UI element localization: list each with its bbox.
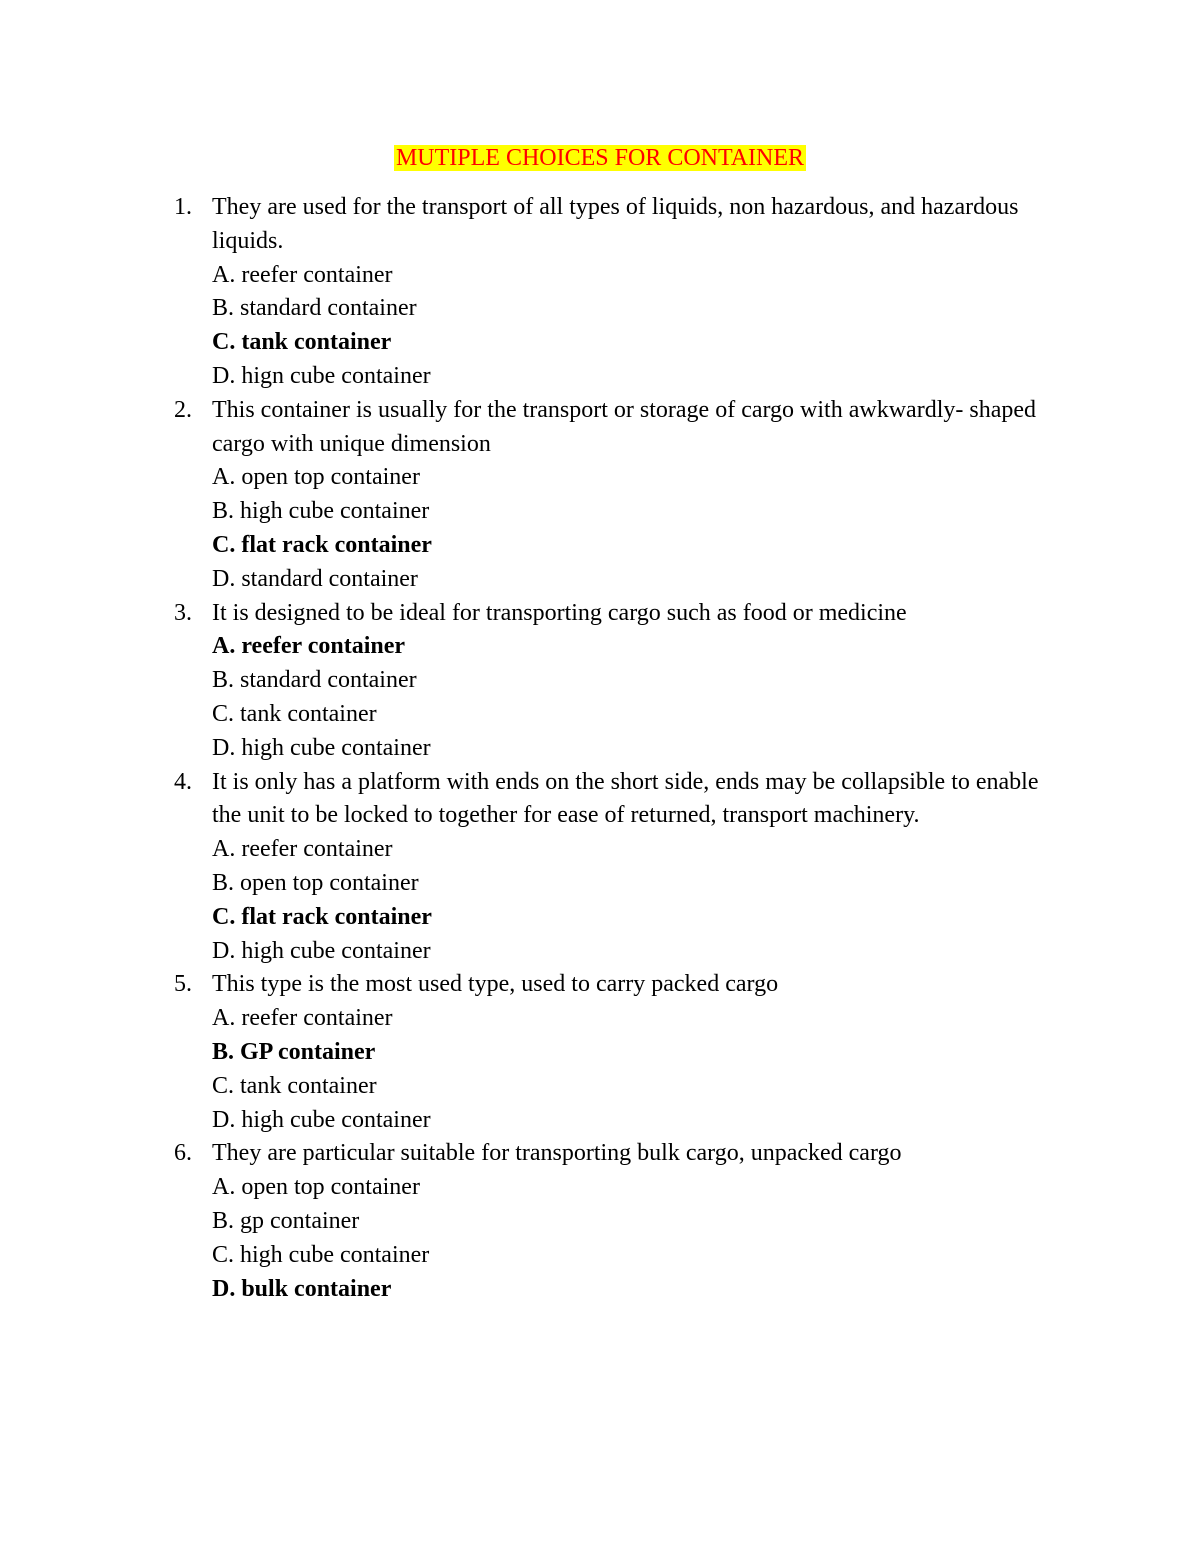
answer-option: B. standard container (212, 295, 417, 322)
answer-option: A. reefer container (212, 261, 393, 288)
answer-option: D. hign cube container (212, 362, 431, 389)
answer-option: D. high cube container (212, 1106, 431, 1133)
answer-option-correct: C. flat rack container (212, 903, 432, 930)
answer-option-correct: B. GP container (212, 1038, 376, 1065)
answer-option: A. reefer container (212, 836, 393, 863)
question-list (0, 191, 1200, 1306)
title-highlight: MUTIPLE CHOICES FOR CONTAINER (395, 145, 805, 171)
question-text: This container is usually for the transport or storage of cargo with awkwardly- shaped cargo with unique dimension (212, 396, 1036, 457)
answer-option-correct: D. bulk container (212, 1275, 392, 1302)
answer-option: C. high cube container (212, 1241, 430, 1268)
question-1 (0, 191, 1200, 394)
question-text: It is designed to be ideal for transporting cargo such as food or medicine (212, 599, 907, 626)
answer-option-correct: C. flat rack container (212, 531, 432, 558)
question-number: 4. (174, 768, 192, 795)
question-text: They are particular suitable for transporting bulk cargo, unpacked cargo (212, 1140, 902, 1167)
question-number: 2. (174, 396, 192, 423)
answer-option: D. high cube container (212, 734, 431, 761)
answer-option: D. standard container (212, 565, 418, 592)
question-text: It is only has a platform with ends on the short side, ends may be collapsible to enable the unit to be locked to together for ease of returned, transport machinery. (212, 768, 1039, 829)
page-title (0, 143, 1200, 173)
question-3 (0, 597, 1200, 766)
question-5 (0, 968, 1200, 1137)
answer-option: A. open top container (212, 464, 420, 491)
question-number: 5. (174, 971, 192, 998)
question-text: They are used for the transport of all types of liquids, non hazardous, and hazardous liquids. (212, 194, 1019, 254)
answer-option: B. open top container (212, 869, 419, 896)
answer-option: A. reefer container (212, 1005, 393, 1032)
question-6 (0, 1137, 1200, 1306)
answer-option: B. standard container (212, 667, 417, 694)
answer-option-correct: A. reefer container (212, 633, 406, 660)
answer-option: A. open top container (212, 1174, 420, 1201)
question-2 (0, 394, 1200, 597)
answer-option: C. tank container (212, 1072, 377, 1099)
answer-option: D. high cube container (212, 937, 431, 964)
answer-option: B. gp container (212, 1207, 360, 1234)
answer-option: B. high cube container (212, 498, 430, 525)
answer-option-correct: C. tank container (212, 329, 392, 356)
question-number: 1. (174, 194, 192, 220)
question-number: 6. (174, 1140, 192, 1167)
question-number: 3. (174, 599, 192, 626)
answer-option: C. tank container (212, 700, 377, 727)
question-4 (0, 766, 1200, 969)
question-text: This type is the most used type, used to carry packed cargo (212, 971, 779, 998)
